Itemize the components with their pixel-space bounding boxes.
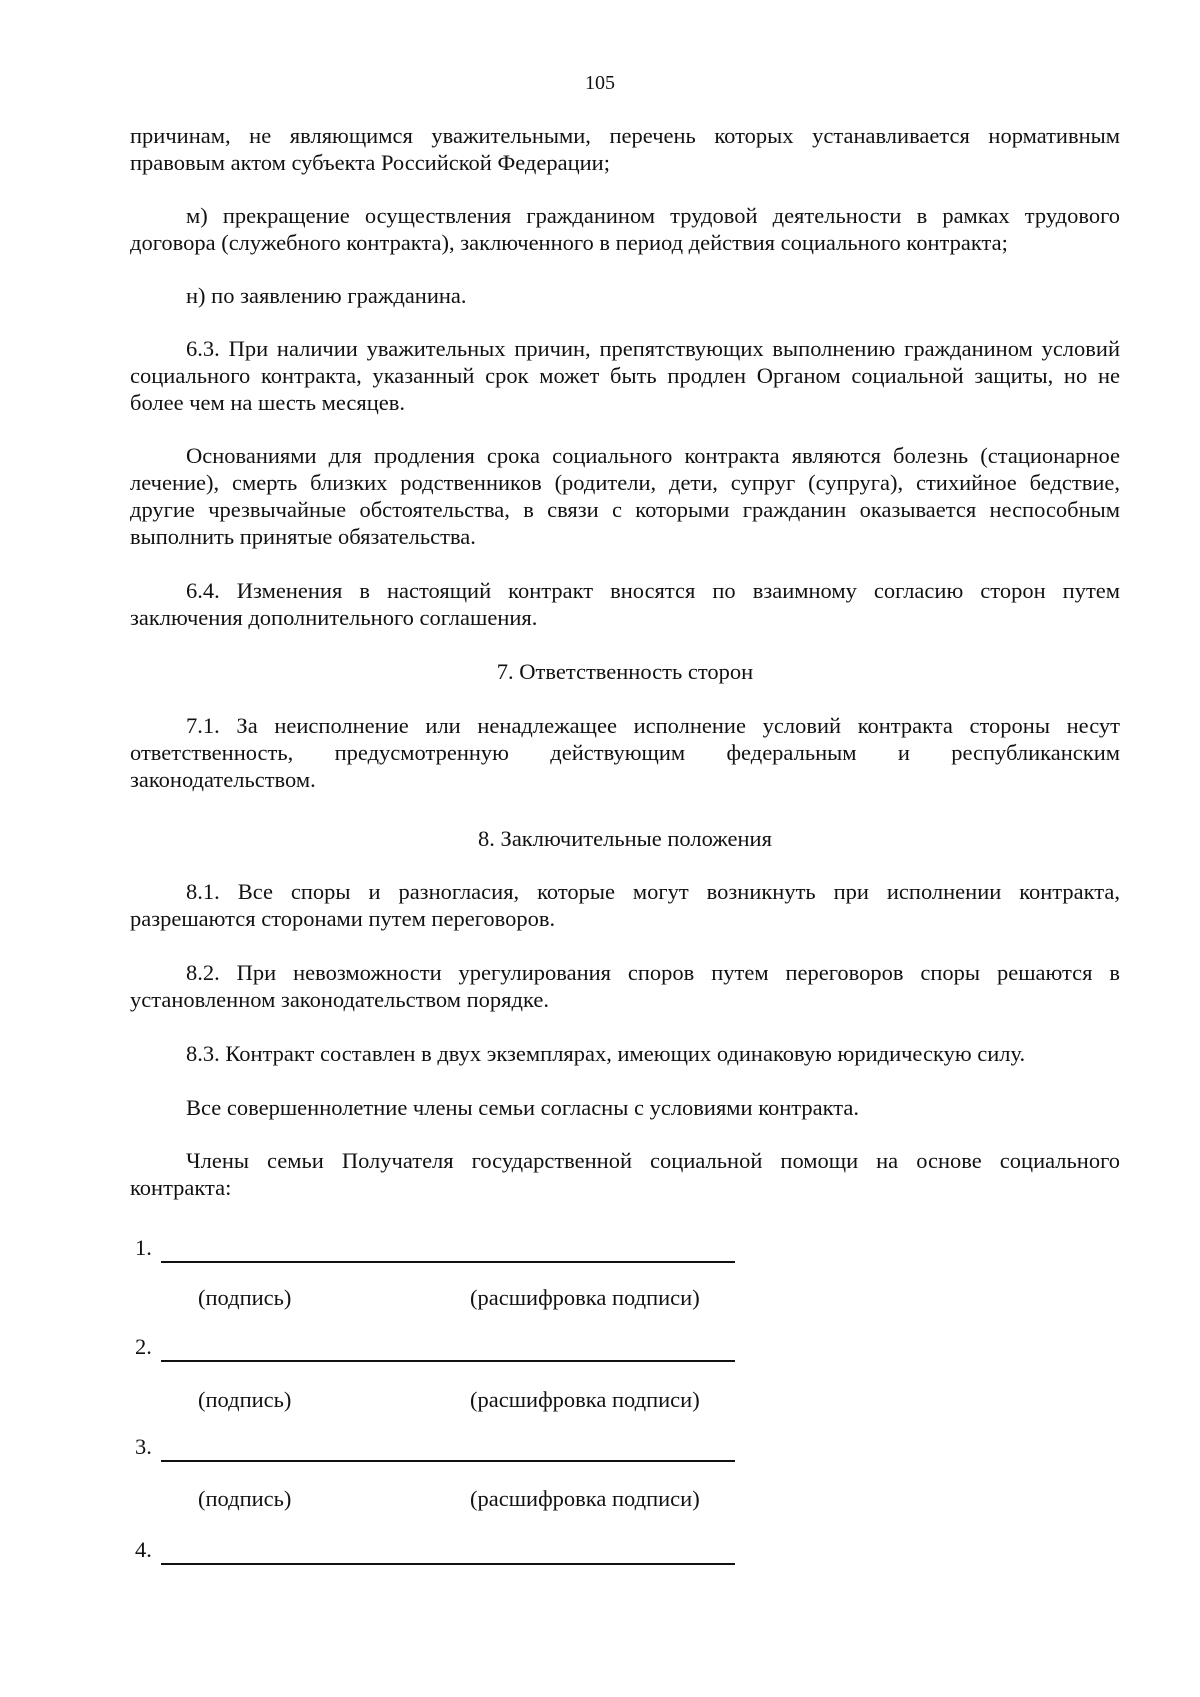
signature-number: 1. <box>135 1235 152 1260</box>
paragraph-continuation: причинам, не являющимся уважительными, перечень которых устанавливается нормативным правовым актом субъекта Российской Федерации; <box>130 123 1120 175</box>
paragraph-extension-grounds: Основаниями для продления срока социального контракта являются болезнь (стационарное лечение), смерть близких родственников (родители, дети, супруг (супруга), стихийное бедствие, другие чрезвычайные обстоятельства, в связи с которыми гражданин оказывается неспособным выполнить принятые обязательства. <box>130 443 1120 549</box>
paragraph-8-3: 8.3. Контракт составлен в двух экземплярах, имеющих одинаковую юридическую силу. <box>186 1041 1026 1066</box>
paragraph-8-2: 8.2. При невозможности урегулирования споров путем переговоров споры решаются в установленном законодательством порядке. <box>130 960 1120 1012</box>
paragraph-family-agree: Все совершеннолетние члены семьи согласны с условиями контракта. <box>186 1095 859 1120</box>
paragraph-7-1: 7.1. За неисполнение или ненадлежащее исполнение условий контракта стороны несут ответственность, предусмотренную действующим федеральным и республиканским законодательством. <box>130 713 1120 792</box>
signature-caption: (подпись) <box>198 1486 292 1511</box>
signature-line-3 <box>135 1432 735 1462</box>
signature-underline <box>161 1360 735 1362</box>
signature-underline <box>161 1563 735 1565</box>
section-heading-8: 8. Заключительные положения <box>478 826 772 851</box>
signature-number: 3. <box>135 1434 152 1459</box>
signature-line-2 <box>135 1332 735 1362</box>
paragraph-item-m: м) прекращение осуществления гражданином трудовой деятельности в рамках трудового договора (служебного контракта), заключенного в период действия социального контракта; <box>130 203 1120 255</box>
signature-decode-caption: (расшифровка подписи) <box>470 1387 700 1412</box>
paragraph-6-4: 6.4. Изменения в настоящий контракт вносятся по взаимному согласию сторон путем заключения дополнительного соглашения. <box>130 578 1120 630</box>
signature-line-4 <box>135 1535 735 1565</box>
signature-line-1 <box>135 1233 735 1263</box>
section-heading-7: 7. Ответственность сторон <box>496 659 754 684</box>
paragraph-8-1: 8.1. Все споры и разногласия, которые могут возникнуть при исполнении контракта, разрешаются сторонами путем переговоров. <box>130 879 1120 931</box>
signature-decode-caption: (расшифровка подписи) <box>470 1486 700 1511</box>
signature-number: 2. <box>135 1334 152 1359</box>
paragraph-6-3: 6.3. При наличии уважительных причин, препятствующих выполнению гражданином условий социального контракта, указанный срок может быть продлен Органом социальной защиты, но не более чем на шесть месяцев. <box>130 336 1120 415</box>
signature-decode-caption: (расшифровка подписи) <box>470 1285 700 1310</box>
paragraph-family-members: Члены семьи Получателя государственной социальной помощи на основе социального контракта: <box>130 1148 1120 1200</box>
signature-number: 4. <box>135 1537 152 1562</box>
signature-underline <box>161 1460 735 1462</box>
signature-caption: (подпись) <box>198 1387 292 1412</box>
page-number: 105 <box>585 72 615 94</box>
signature-caption: (подпись) <box>198 1285 292 1310</box>
paragraph-item-n: н) по заявлению гражданина. <box>186 283 467 308</box>
signature-underline <box>161 1261 735 1263</box>
